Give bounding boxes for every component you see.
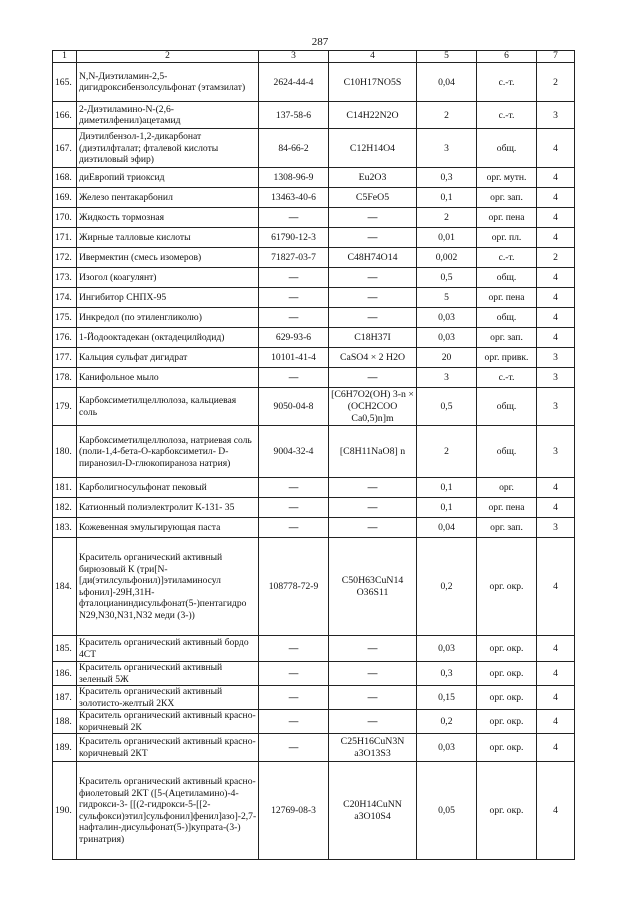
- hazard-indicator: орг. окр.: [477, 636, 537, 662]
- hazard-class: 3: [537, 518, 575, 538]
- page-number: 287: [311, 36, 329, 48]
- hazard-class: 4: [537, 188, 575, 208]
- limit-value: 0,05: [417, 762, 477, 860]
- limit-value: 0,03: [417, 328, 477, 348]
- hazard-class: 4: [537, 168, 575, 188]
- limit-value: 2: [417, 426, 477, 478]
- substance-name: Краситель органический активный красно-коричневый 2КТ: [77, 734, 259, 762]
- table-row: [53, 498, 575, 518]
- hazard-indicator: с.-т.: [477, 102, 537, 129]
- row-number: 170.: [53, 208, 77, 228]
- hazard-class: 3: [537, 426, 575, 478]
- hazard-class: 4: [537, 129, 575, 168]
- row-number: 171.: [53, 228, 77, 248]
- chemical-formula: C10H17NO5S: [329, 63, 417, 102]
- table-row: [53, 228, 575, 248]
- cas-number: —: [259, 686, 329, 710]
- chemical-formula: C25H16CuN3N a3O13S3: [329, 734, 417, 762]
- substance-name: Жирные талловые кислоты: [77, 228, 259, 248]
- hazard-indicator: орг. зап.: [477, 188, 537, 208]
- substance-table: [52, 50, 575, 860]
- chemical-formula: C48H74O14: [329, 248, 417, 268]
- header-cell: 3: [259, 51, 329, 63]
- cas-number: —: [259, 208, 329, 228]
- limit-value: 0,2: [417, 710, 477, 734]
- substance-name: N,N-Диэтиламин-2,5-дигидроксибензолсульфонат (этамзилат): [77, 63, 259, 102]
- hazard-indicator: орг. привк.: [477, 348, 537, 368]
- hazard-class: 4: [537, 268, 575, 288]
- table-row: [53, 662, 575, 686]
- substance-name: Ингибитор СНПХ-95: [77, 288, 259, 308]
- cas-number: —: [259, 734, 329, 762]
- chemical-formula: —: [329, 228, 417, 248]
- cas-number: 629-93-6: [259, 328, 329, 348]
- header-cell: 5: [417, 51, 477, 63]
- substance-name: 1-Йодооктадекан (октадецилйодид): [77, 328, 259, 348]
- limit-value: 3: [417, 368, 477, 388]
- substance-name: Инкредол (по этиленгликолю): [77, 308, 259, 328]
- chemical-formula: C5FeO5: [329, 188, 417, 208]
- row-number: 180.: [53, 426, 77, 478]
- row-number: 179.: [53, 388, 77, 426]
- row-number: 166.: [53, 102, 77, 129]
- hazard-indicator: орг. окр.: [477, 662, 537, 686]
- substance-name: Диэтилбензол-1,2-дикарбонат (диэтилфталат; фталевой кислоты диэтиловый эфир): [77, 129, 259, 168]
- limit-value: 2: [417, 208, 477, 228]
- row-number: 176.: [53, 328, 77, 348]
- hazard-class: 3: [537, 388, 575, 426]
- header-cell: 6: [477, 51, 537, 63]
- chemical-formula: [C6H7O2(OH) 3-n × (OCH2COO Ca0,5)n]m: [329, 388, 417, 426]
- limit-value: 0,15: [417, 686, 477, 710]
- cas-number: 13463-40-6: [259, 188, 329, 208]
- cas-number: 71827-03-7: [259, 248, 329, 268]
- chemical-formula: C20H14CuNN a3O10S4: [329, 762, 417, 860]
- row-number: 186.: [53, 662, 77, 686]
- cas-number: 137-58-6: [259, 102, 329, 129]
- limit-value: 0,1: [417, 188, 477, 208]
- substance-name: Карболигносульфонат пековый: [77, 478, 259, 498]
- cas-number: 12769-08-3: [259, 762, 329, 860]
- limit-value: 0,01: [417, 228, 477, 248]
- substance-name: Краситель органический активный бордо 4СТ: [77, 636, 259, 662]
- table-row: [53, 478, 575, 498]
- hazard-class: 3: [537, 368, 575, 388]
- cas-number: —: [259, 478, 329, 498]
- limit-value: 0,03: [417, 636, 477, 662]
- row-number: 177.: [53, 348, 77, 368]
- chemical-formula: [C8H11NaO8] n: [329, 426, 417, 478]
- chemical-formula: C18H37I: [329, 328, 417, 348]
- substance-name: Железо пентакарбонил: [77, 188, 259, 208]
- limit-value: 0,03: [417, 308, 477, 328]
- chemical-formula: Eu2O3: [329, 168, 417, 188]
- chemical-formula: —: [329, 288, 417, 308]
- chemical-formula: —: [329, 518, 417, 538]
- table-row: [53, 208, 575, 228]
- table-row: [53, 129, 575, 168]
- limit-value: 0,03: [417, 734, 477, 762]
- chemical-formula: —: [329, 498, 417, 518]
- cas-number: —: [259, 498, 329, 518]
- table-row: [53, 63, 575, 102]
- substance-name: Кожевенная эмульгирующая паста: [77, 518, 259, 538]
- table-row: [53, 248, 575, 268]
- hazard-indicator: орг. пл.: [477, 228, 537, 248]
- hazard-indicator: орг. окр.: [477, 734, 537, 762]
- cas-number: 10101-41-4: [259, 348, 329, 368]
- hazard-class: 2: [537, 248, 575, 268]
- chemical-formula: CaSO4 × 2 H2O: [329, 348, 417, 368]
- table-row: [53, 686, 575, 710]
- row-number: 172.: [53, 248, 77, 268]
- hazard-class: 4: [537, 636, 575, 662]
- cas-number: —: [259, 288, 329, 308]
- substance-name: Краситель органический активный бирюзовый К (три[N-[ди(этилсульфонил)]этиламиносул ьфонил]-29Н,31Н-фталоцианиндисульфонат(5-)пентагидро N29,N30,N31,N32 меди (3-)): [77, 538, 259, 636]
- cas-number: 61790-12-3: [259, 228, 329, 248]
- substance-name: Ивермектин (смесь изомеров): [77, 248, 259, 268]
- chemical-formula: —: [329, 208, 417, 228]
- hazard-indicator: орг. зап.: [477, 328, 537, 348]
- hazard-indicator: орг. окр.: [477, 762, 537, 860]
- table-row: [53, 368, 575, 388]
- row-number: 175.: [53, 308, 77, 328]
- row-number: 168.: [53, 168, 77, 188]
- hazard-indicator: орг. окр.: [477, 686, 537, 710]
- table-row: [53, 288, 575, 308]
- cas-number: 84-66-2: [259, 129, 329, 168]
- substance-name: Краситель органический активный красно-фиолетовый 2КТ ([5-(Ацетиламино)-4-гидрокси-3- [[(2-гидрокси-5-[[2-сульфокси)этил]сульфонил]фенил]азо]-2,7-нафталин-дисульфонат(5-)]купрата-(3-) тринатрия): [77, 762, 259, 860]
- row-number: 167.: [53, 129, 77, 168]
- hazard-indicator: орг. зап.: [477, 518, 537, 538]
- chemical-formula: —: [329, 662, 417, 686]
- chemical-formula: —: [329, 368, 417, 388]
- row-number: 183.: [53, 518, 77, 538]
- hazard-class: 4: [537, 734, 575, 762]
- limit-value: 20: [417, 348, 477, 368]
- cas-number: —: [259, 518, 329, 538]
- substance-name: Краситель органический активный красно-коричневый 2К: [77, 710, 259, 734]
- cas-number: 9050-04-8: [259, 388, 329, 426]
- cas-number: —: [259, 662, 329, 686]
- hazard-indicator: с.-т.: [477, 368, 537, 388]
- table-row: [53, 268, 575, 288]
- substance-name: Канифольное мыло: [77, 368, 259, 388]
- limit-value: 0,5: [417, 388, 477, 426]
- chemical-formula: —: [329, 686, 417, 710]
- cas-number: 9004-32-4: [259, 426, 329, 478]
- hazard-class: 4: [537, 328, 575, 348]
- chemical-formula: C12H14O4: [329, 129, 417, 168]
- limit-value: 5: [417, 288, 477, 308]
- row-number: 169.: [53, 188, 77, 208]
- row-number: 185.: [53, 636, 77, 662]
- cas-number: —: [259, 710, 329, 734]
- table-row: [53, 762, 575, 860]
- row-number: 188.: [53, 710, 77, 734]
- chemical-formula: —: [329, 268, 417, 288]
- hazard-indicator: орг. мутн.: [477, 168, 537, 188]
- row-number: 174.: [53, 288, 77, 308]
- limit-value: 0,5: [417, 268, 477, 288]
- substance-name: Карбоксиметилцеллюлоза, натриевая соль (поли-1,4-бета-О-карбоксиметил- D-пиранозил-D-глюкопираноза натрия): [77, 426, 259, 478]
- table-row: [53, 328, 575, 348]
- table-row: [53, 348, 575, 368]
- hazard-indicator: орг. пена: [477, 498, 537, 518]
- substance-name: Карбоксиметилцеллюлоза, кальциевая соль: [77, 388, 259, 426]
- row-number: 187.: [53, 686, 77, 710]
- limit-value: 0,002: [417, 248, 477, 268]
- limit-value: 3: [417, 129, 477, 168]
- limit-value: 0,3: [417, 662, 477, 686]
- hazard-indicator: орг.: [477, 478, 537, 498]
- row-number: 181.: [53, 478, 77, 498]
- cas-number: —: [259, 268, 329, 288]
- header-cell: 2: [77, 51, 259, 63]
- hazard-class: 4: [537, 498, 575, 518]
- hazard-class: 4: [537, 208, 575, 228]
- header-row: [53, 51, 575, 63]
- hazard-indicator: общ.: [477, 388, 537, 426]
- chemical-formula: C14H22N2O: [329, 102, 417, 129]
- header-cell: 7: [537, 51, 575, 63]
- cas-number: —: [259, 368, 329, 388]
- table-row: [53, 518, 575, 538]
- hazard-indicator: общ.: [477, 129, 537, 168]
- hazard-indicator: общ.: [477, 268, 537, 288]
- limit-value: 0,04: [417, 518, 477, 538]
- substance-name: Краситель органический активный зеленый 5Ж: [77, 662, 259, 686]
- hazard-indicator: с.-т.: [477, 63, 537, 102]
- limit-value: 0,2: [417, 538, 477, 636]
- hazard-class: 2: [537, 63, 575, 102]
- header-cell: 1: [53, 51, 77, 63]
- table-row: [53, 538, 575, 636]
- substance-name: диЕвропий триоксид: [77, 168, 259, 188]
- hazard-indicator: орг. окр.: [477, 538, 537, 636]
- row-number: 184.: [53, 538, 77, 636]
- substance-name: Кальция сульфат дигидрат: [77, 348, 259, 368]
- hazard-class: 4: [537, 228, 575, 248]
- hazard-class: 4: [537, 686, 575, 710]
- table-row: [53, 734, 575, 762]
- hazard-indicator: орг. окр.: [477, 710, 537, 734]
- cas-number: 1308-96-9: [259, 168, 329, 188]
- table-row: [53, 308, 575, 328]
- chemical-formula: —: [329, 478, 417, 498]
- table-row: [53, 388, 575, 426]
- hazard-indicator: общ.: [477, 308, 537, 328]
- chemical-formula: C50H63CuN14 O36S11: [329, 538, 417, 636]
- table-row: [53, 710, 575, 734]
- substance-name: Краситель органический активный золотисто-желтый 2КХ: [77, 686, 259, 710]
- hazard-class: 4: [537, 662, 575, 686]
- hazard-class: 4: [537, 478, 575, 498]
- chemical-formula: —: [329, 636, 417, 662]
- row-number: 178.: [53, 368, 77, 388]
- table-row: [53, 102, 575, 129]
- hazard-indicator: орг. пена: [477, 288, 537, 308]
- row-number: 182.: [53, 498, 77, 518]
- chemical-formula: —: [329, 710, 417, 734]
- cas-number: —: [259, 636, 329, 662]
- limit-value: 0,1: [417, 478, 477, 498]
- hazard-class: 4: [537, 762, 575, 860]
- table-row: [53, 168, 575, 188]
- table-row: [53, 636, 575, 662]
- row-number: 189.: [53, 734, 77, 762]
- row-number: 165.: [53, 63, 77, 102]
- hazard-class: 4: [537, 288, 575, 308]
- substance-name: Жидкость тормозная: [77, 208, 259, 228]
- row-number: 190.: [53, 762, 77, 860]
- limit-value: 0,1: [417, 498, 477, 518]
- hazard-class: 4: [537, 308, 575, 328]
- hazard-class: 4: [537, 710, 575, 734]
- limit-value: 0,3: [417, 168, 477, 188]
- row-number: 173.: [53, 268, 77, 288]
- hazard-class: 3: [537, 348, 575, 368]
- substance-name: 2-Диэтиламино-N-(2,6-диметилфенил)ацетамид: [77, 102, 259, 129]
- hazard-indicator: орг. пена: [477, 208, 537, 228]
- chemical-formula: —: [329, 308, 417, 328]
- cas-number: 2624-44-4: [259, 63, 329, 102]
- header-cell: 4: [329, 51, 417, 63]
- hazard-indicator: с.-т.: [477, 248, 537, 268]
- limit-value: 0,04: [417, 63, 477, 102]
- hazard-class: 4: [537, 538, 575, 636]
- table-row: [53, 188, 575, 208]
- cas-number: —: [259, 308, 329, 328]
- table-row: [53, 426, 575, 478]
- hazard-indicator: общ.: [477, 426, 537, 478]
- cas-number: 108778-72-9: [259, 538, 329, 636]
- substance-name: Катионный полиэлектролит К-131- 35: [77, 498, 259, 518]
- limit-value: 2: [417, 102, 477, 129]
- substance-name: Изогол (коагулянт): [77, 268, 259, 288]
- hazard-class: 3: [537, 102, 575, 129]
